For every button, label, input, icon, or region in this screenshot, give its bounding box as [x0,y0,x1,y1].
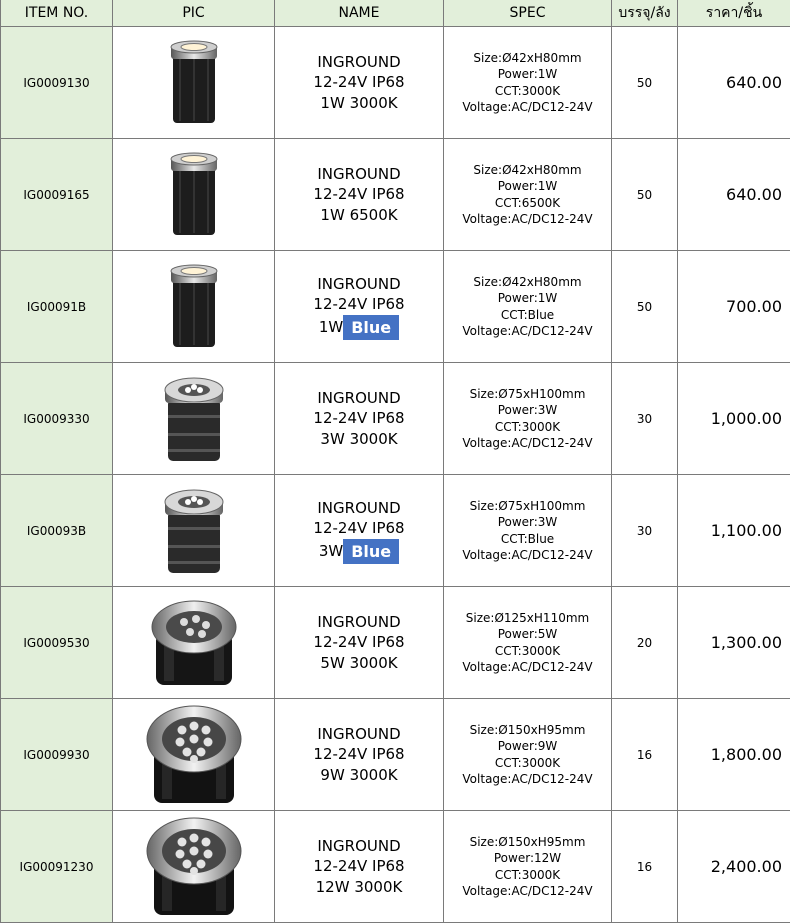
spec-cct: CCT:Blue [444,531,611,548]
name-line-1: INGROUND [275,612,443,633]
item-no-cell: IG0009165 [1,139,113,251]
spec-cct: CCT:3000K [444,419,611,436]
spec-cell [444,587,612,699]
spec-voltage: Voltage:AC/DC12-24V [444,547,611,564]
spec-size: Size:Ø150xH95mm [444,722,611,739]
pic-cell [113,699,275,811]
pic-cell [113,475,275,587]
name-line-1: INGROUND [275,498,443,519]
spec-power: Power:3W [444,514,611,531]
spec-size: Size:Ø75xH100mm [444,498,611,515]
spec-size: Size:Ø75xH100mm [444,386,611,403]
price-cell: 1,300.00 [678,587,790,699]
price-cell: 640.00 [678,139,790,251]
item-no-cell: IG00093B [1,475,113,587]
item-no-cell: IG0009530 [1,587,113,699]
name-line-3: 12W 3000K [316,878,403,896]
name-cell [275,363,444,475]
spec-power: Power:3W [444,402,611,419]
name-cell [275,811,444,923]
name-line-1: INGROUND [275,836,443,857]
table-row [1,251,790,363]
spec-power: Power:1W [444,66,611,83]
spec-size: Size:Ø42xH80mm [444,274,611,291]
medium-inground-light-icon [113,363,274,474]
xl-inground-light-icon [113,699,274,810]
name-line-1: INGROUND [275,164,443,185]
name-line-2: 12-24V IP68 [275,408,443,429]
spec-cct: CCT:3000K [444,83,611,100]
name-line-3-prefix: 3W [319,542,343,560]
name-cell [275,587,444,699]
pic-cell [113,587,275,699]
pack-qty-cell: 16 [612,811,678,923]
table-row [1,699,790,811]
spec-voltage: Voltage:AC/DC12-24V [444,883,611,900]
spec-cell [444,811,612,923]
name-line-3-wrap [275,429,443,450]
spec-size: Size:Ø125xH110mm [444,610,611,627]
small-cylinder-inground-light-icon [113,139,274,250]
header-row [1,0,790,27]
name-line-2: 12-24V IP68 [275,856,443,877]
spec-power: Power:1W [444,178,611,195]
spec-cct: CCT:6500K [444,195,611,212]
spec-voltage: Voltage:AC/DC12-24V [444,99,611,116]
pack-qty-cell: 30 [612,363,678,475]
spec-power: Power:9W [444,738,611,755]
pack-qty-cell: 50 [612,139,678,251]
name-line-2: 12-24V IP68 [275,184,443,205]
name-line-2: 12-24V IP68 [275,518,443,539]
spec-voltage: Voltage:AC/DC12-24V [444,323,611,340]
spec-power: Power:5W [444,626,611,643]
pic-cell [113,811,275,923]
item-no-cell: IG0009330 [1,363,113,475]
name-line-3: 5W 3000K [320,654,397,672]
price-cell: 2,400.00 [678,811,790,923]
pack-qty-cell: 50 [612,251,678,363]
name-line-3-wrap [275,315,443,340]
table-row [1,363,790,475]
large-inground-light-icon [113,587,274,698]
price-cell: 1,000.00 [678,363,790,475]
price-cell: 640.00 [678,27,790,139]
header-name: NAME [275,0,444,27]
table-row [1,139,790,251]
price-cell: 1,800.00 [678,699,790,811]
xl-inground-light-icon [113,811,274,922]
blue-tag: Blue [343,539,399,564]
name-cell [275,475,444,587]
spec-cct: CCT:3000K [444,867,611,884]
spec-power: Power:12W [444,850,611,867]
name-line-1: INGROUND [275,274,443,295]
item-no-cell: IG0009130 [1,27,113,139]
spec-cell [444,475,612,587]
name-line-3-wrap [275,653,443,674]
small-cylinder-inground-light-icon [113,251,274,362]
price-cell: 1,100.00 [678,475,790,587]
spec-cell [444,139,612,251]
pic-cell [113,363,275,475]
price-cell: 700.00 [678,251,790,363]
small-cylinder-inground-light-icon [113,27,274,138]
name-line-3-prefix: 1W [319,318,343,336]
spec-cell [444,699,612,811]
spec-voltage: Voltage:AC/DC12-24V [444,771,611,788]
pack-qty-cell: 16 [612,699,678,811]
name-line-1: INGROUND [275,388,443,409]
table-row [1,475,790,587]
name-cell [275,699,444,811]
spec-size: Size:Ø42xH80mm [444,162,611,179]
spec-cell [444,363,612,475]
spec-voltage: Voltage:AC/DC12-24V [444,435,611,452]
spec-power: Power:1W [444,290,611,307]
spec-cct: CCT:3000K [444,643,611,660]
header-item-no: ITEM NO. [1,0,113,27]
spec-cct: CCT:3000K [444,755,611,772]
header-pic: PIC [113,0,275,27]
header-price: ราคา/ชิ้น [678,0,790,27]
spec-voltage: Voltage:AC/DC12-24V [444,211,611,228]
medium-inground-light-icon [113,475,274,586]
pic-cell [113,27,275,139]
name-line-2: 12-24V IP68 [275,72,443,93]
header-spec: SPEC [444,0,612,27]
name-line-3: 9W 3000K [320,766,397,784]
name-line-1: INGROUND [275,52,443,73]
item-no-cell: IG0009930 [1,699,113,811]
item-no-cell: IG00091230 [1,811,113,923]
name-line-2: 12-24V IP68 [275,744,443,765]
name-line-2: 12-24V IP68 [275,632,443,653]
name-line-3-wrap [275,205,443,226]
name-line-3: 3W 3000K [320,430,397,448]
pack-qty-cell: 50 [612,27,678,139]
name-line-3-wrap [275,93,443,114]
spec-cell [444,251,612,363]
name-line-3: 1W 6500K [320,206,397,224]
name-line-3-wrap [275,877,443,898]
pack-qty-cell: 30 [612,475,678,587]
name-cell [275,139,444,251]
spec-cell [444,27,612,139]
table-row [1,587,790,699]
spec-size: Size:Ø150xH95mm [444,834,611,851]
spec-size: Size:Ø42xH80mm [444,50,611,67]
name-line-2: 12-24V IP68 [275,294,443,315]
name-cell [275,251,444,363]
table-row [1,27,790,139]
name-line-3: 1W 3000K [320,94,397,112]
pic-cell [113,139,275,251]
name-line-1: INGROUND [275,724,443,745]
spec-voltage: Voltage:AC/DC12-24V [444,659,611,676]
blue-tag: Blue [343,315,399,340]
table-row [1,811,790,923]
header-pack: บรรจุ/ลัง [612,0,678,27]
name-line-3-wrap [275,539,443,564]
item-no-cell: IG00091B [1,251,113,363]
pack-qty-cell: 20 [612,587,678,699]
name-cell [275,27,444,139]
spec-cct: CCT:Blue [444,307,611,324]
pic-cell [113,251,275,363]
name-line-3-wrap [275,765,443,786]
